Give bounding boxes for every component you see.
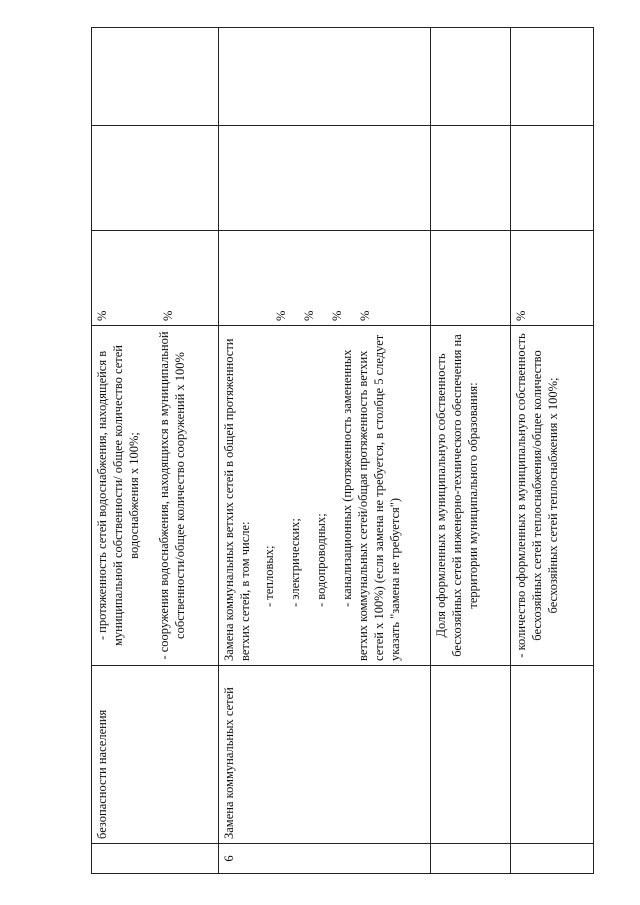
- indicator-cell: Замена коммунальных ветхих сетей в общей протяженности ветхих сетей, в том числе: - тепловых; - электрических; - водопроводных; - канализационных (протяженность замененных ветхих коммунальных сетей/общая протяженность ветхих сетей х 100%) (если замена не требуется, в столбце 5 следует указать "замена не требуется"): [219, 326, 431, 666]
- row-name-cell: [431, 666, 511, 844]
- table-row: [511, 28, 594, 874]
- unit-cell: % % % %: [219, 231, 431, 326]
- value-cell-1: [431, 126, 511, 231]
- value-cell-2: [219, 28, 431, 126]
- unit-cell: %: [511, 231, 594, 326]
- row-name-cell: Замена коммунальных сетей: [219, 666, 431, 844]
- table-row: [92, 28, 219, 874]
- unit-cell: % %: [92, 231, 219, 326]
- indicator-cell: - протяженность сетей водоснабжения, находящейся в муниципальной собственности/ общее количество сетей водоснабжения х 100%; - сооружения водоснабжения, находящихся в муниципальной собственности/общее количество сооружений х 100%: [92, 326, 219, 666]
- value-cell-1: [92, 126, 219, 231]
- indicator-cell: Доля оформленных в муниципальную собственность бесхозяйных сетей инженерно-технического обеспечения на территории муниципального образования:: [431, 326, 511, 666]
- row-name-cell: [511, 666, 594, 844]
- value-cell-2: [92, 28, 219, 126]
- row-number-cell: [431, 844, 511, 874]
- row-number-cell: [92, 844, 219, 874]
- row-name-cell: безопасности населения: [92, 666, 219, 844]
- value-cell-2: [431, 28, 511, 126]
- unit-cell: [431, 231, 511, 326]
- indicator-cell: - количество оформленных в муниципальную собственность бесхозяйных сетей теплоснабжения/общее количество бесхозяйных сетей теплоснабжения х 100%;: [511, 326, 594, 666]
- indicators-table: [91, 27, 594, 874]
- value-cell-2: [511, 28, 594, 126]
- value-cell-1: [219, 126, 431, 231]
- table-row: [431, 28, 511, 874]
- rotated-table-container: [91, 28, 593, 874]
- table-row: [219, 28, 431, 874]
- row-number-cell: 6: [219, 844, 431, 874]
- row-number-cell: [511, 844, 594, 874]
- value-cell-1: [511, 126, 594, 231]
